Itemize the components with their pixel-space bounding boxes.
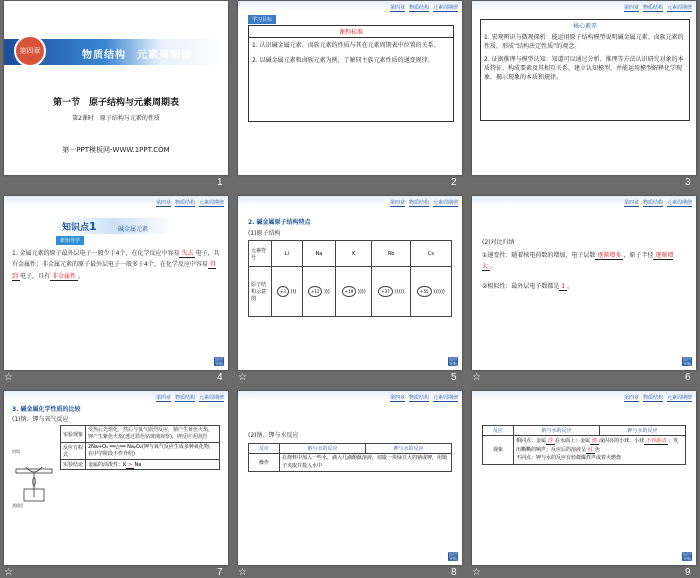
section-title: 第一节 原子结构与元素周期表 [52,98,179,108]
watermark: 第一PPT模板网-WWW.1PPT.COM [62,146,170,154]
similarity-text: ②相似性：最外层电子数都是 1 。 [482,283,574,290]
slide-5[interactable] [238,196,462,370]
slide-1[interactable] [4,1,228,175]
slide-6[interactable] [472,196,696,370]
star-icon[interactable]: ☆ [238,372,247,383]
answer-blank[interactable]: 浮 [548,438,554,444]
slide-number: 1 [217,177,223,188]
slide-number: 6 [685,372,691,383]
kp-title: 碱金属元素 [118,226,149,233]
return-nav-button[interactable]: 返回导航 [683,356,691,366]
slide-3[interactable] [472,1,696,175]
phenomena-table: 反应 钠与水的反应 钾与水的反应 现象 相同点：金属 浮 在水面上；金属 熔 成闪亮的小球，小球 不停游动 ；发出嘶嘶的响声；反应后的溶液呈 红 色 不同点：钾与水的反应有轻微爆炸声或着火燃烧 [482,425,686,465]
slide-number: 5 [451,372,457,383]
star-icon[interactable]: ☆ [472,372,481,383]
return-nav-button[interactable]: 返回导航 [683,551,691,561]
sub-title: (1)钠、钾与氧气反应 [12,416,69,423]
reaction-table: 实验现象 受热后先熔化，然后与氧气剧烈反应，钠产生黄色火焰，钾产生紫色火焰(透过蓝色钴玻璃观察)，钾反应更剧烈 反应方程式 2Na+O₂ ══△══ Na₂O₂(钾与氧气反应生成多种氧化物，在中学阶段不作介绍) 实验结论 金属的活泼性：K > Na [60,425,220,470]
slide-number: 4 [217,372,223,383]
water-table: 反应 钠与水的反应 钾与水的反应 操作 在烧杯中加入一些水，滴入几滴酚酞溶液，切取一块绿豆大的钠或钾，用镊子夹取并投入水中 [248,443,452,472]
atom-diagram: +11 ))) [302,267,336,317]
answer-blank[interactable]: 逐渐增多 [597,252,622,259]
standard-item-1: 1. 认识碱金属元素、卤族元素的性质与其在元素周期表中位置的关系。 [252,42,440,49]
sub-title: (1)原子结构 [248,230,281,237]
tag-badge: 新知导学 [56,236,84,245]
kp-paragraph: 1. 金属元素的原子最外层电子一般少于4个，在化学反应中容易 失去 电子，具有金属性；非金属元素的原子最外层电子一般多于4个，在化学反应中容易 得到 电子，具有 非金属性 。 [12,250,220,280]
slide-number: 2 [451,177,457,188]
atom-diagram: +3 ))) [272,267,303,317]
sub-title: (2)钠、钾与水反应 [248,432,299,439]
header-nav[interactable]: 第四章 物质结构 元素周期律 [389,5,458,11]
slide-number: 9 [685,567,691,578]
atom-table: 元素符号 Li Na K Rb Cs 原子结构示意图 +3 ))) +11 ))) +19 )))) +37 ))))) +55 )))))) [248,240,452,317]
header-nav[interactable]: 第四章 物质结构 元素周期律 [623,200,692,206]
answer-blank[interactable]: 1 [561,283,566,290]
answer-blank[interactable]: 失去 [181,250,194,257]
slide-title: 3. 碱金属化学性质的比较 [12,406,81,413]
lesson-title: 第2课时 原子结构与元素的性质 [72,115,160,122]
header-nav[interactable]: 第四章 物质结构 元素周期律 [155,200,224,206]
box-title: 课程标准 [249,26,453,38]
core-item-1: 1. 宏观辨识与微观探析：能运用原子结构模型说明碱金属元素、卤族元素的性质，形成“结构决定性质”的观念。 [484,34,684,50]
svg-text:坩埚: 坩埚 [12,449,20,454]
answer-blank[interactable]: 非金属性 [52,272,77,280]
return-nav-button[interactable]: 返回导航 [215,356,223,366]
atom-diagram: +19 )))) [336,267,372,317]
core-item-2: 2. 证据推理与模型认知：知道可以通过分析、推理等方法认识研究对象的本质特征、构成要素及其相互关系，建立认知模型，并能运用模型解释化学现象，揭示现象的本质和规律。 [484,56,684,81]
slide-number: 8 [451,567,457,578]
slide-2[interactable] [238,1,462,175]
slide-title: 2. 碱金属原子结构特点 [248,219,311,226]
atom-diagram: +37 ))))) [372,267,411,317]
answer-blank[interactable]: > [128,462,133,468]
header-nav[interactable]: 第四章 物质结构 元素周期律 [389,395,458,401]
atom-diagram: +55 )))))) [410,267,451,317]
answer-blank[interactable]: 红 [588,446,594,453]
slide-number: 3 [685,177,691,188]
standard-box [248,25,454,122]
header-nav[interactable]: 第四章 物质结构 元素周期律 [389,200,458,206]
kp-label: 知识点1 [62,220,97,233]
svg-text:酒精灯: 酒精灯 [12,503,24,508]
sub-title: (2)对比归纳 [482,239,515,246]
core-box [480,19,690,121]
slide-9[interactable] [472,391,696,565]
slide-8[interactable] [238,391,462,565]
star-icon[interactable]: ☆ [4,567,13,578]
slide-number: 7 [217,567,223,578]
return-nav-button[interactable]: 返回导航 [449,356,457,366]
slide-4[interactable] [4,196,228,370]
apparatus-figure [12,439,58,509]
box-title: 核心素养 [572,23,597,30]
standard-item-2: 2. 以碱金属元素和卤族元素为例，了解同主族元素性质的递变规律。 [252,57,434,64]
answer-blank[interactable]: 逐渐增大 [482,252,674,271]
slide-7[interactable] [4,391,228,565]
star-icon[interactable]: ☆ [472,567,481,578]
header-nav[interactable]: 第四章 物质结构 元素周期律 [155,395,224,401]
star-icon[interactable]: ☆ [238,567,247,578]
return-nav-button[interactable]: 返回导航 [449,551,457,561]
star-icon[interactable]: ☆ [4,372,13,383]
chapter-title: 物质结构 元素周期律 [82,50,192,61]
row-label: 原子结构示意图 [249,267,272,317]
section-badge: 学习目标 [248,15,276,24]
chapter-tag: 第四章 [14,35,46,67]
answer-blank[interactable]: 熔 [592,438,598,444]
header-nav[interactable]: 第四章 物质结构 元素周期律 [623,5,692,11]
header-nav[interactable]: 第四章 物质结构 元素周期律 [623,395,692,401]
answer-blank[interactable]: 得到 [12,261,216,280]
answer-blank[interactable]: 不停游动 [646,438,667,444]
col-label: 元素符号 [249,241,272,267]
trend-text: ①递变性：随着核电荷数的增加，电子层数 逐渐增多 ，原子半径 逐渐增大 。 [482,252,674,271]
